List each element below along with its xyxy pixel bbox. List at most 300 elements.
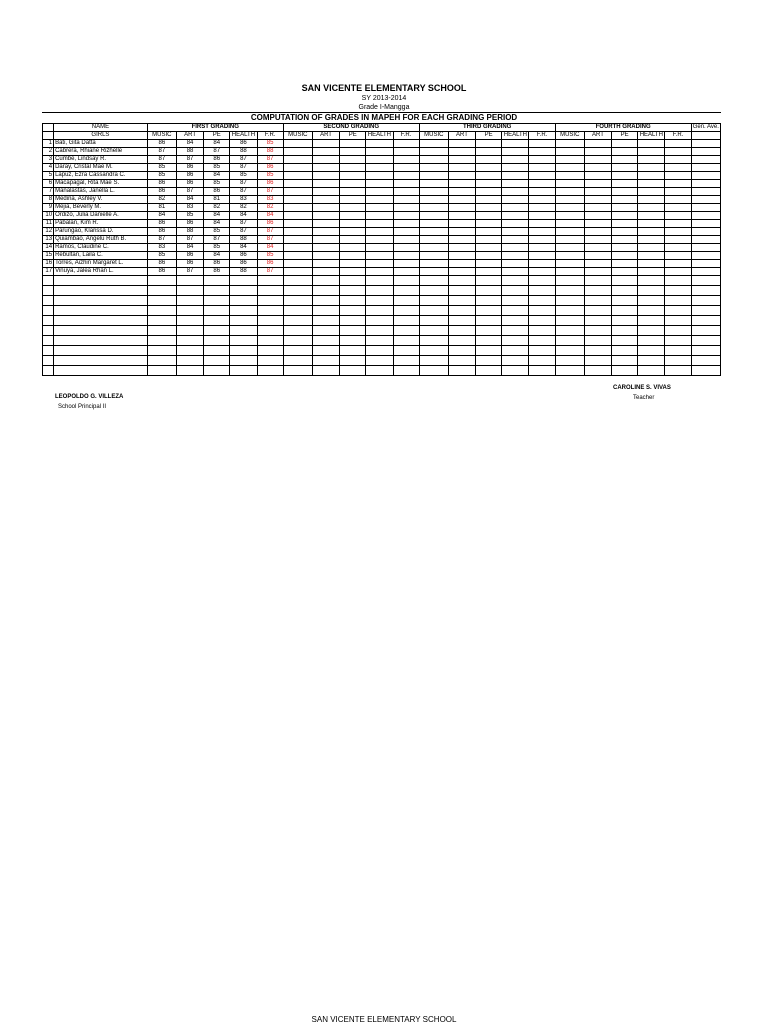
empty-grade-cell <box>612 172 638 180</box>
empty-grade-cell <box>340 196 366 204</box>
blank-row <box>43 276 721 286</box>
grade-cell: 82 <box>204 204 230 212</box>
student-name: Daray, Cristal Mae M. <box>54 164 148 172</box>
empty-grade-cell <box>419 188 448 196</box>
empty-grade-cell <box>366 188 393 196</box>
teacher-name: CAROLINE S. VIVAS <box>613 385 671 391</box>
student-name: Manalastas, Janella L. <box>54 188 148 196</box>
empty-grade-cell <box>555 196 584 204</box>
empty-grade-cell <box>312 244 339 252</box>
grade-cell: 84 <box>204 220 230 228</box>
empty-grade-cell <box>366 236 393 244</box>
subject-header: HEALTH <box>639 132 663 138</box>
empty-grade-cell <box>476 188 502 196</box>
empty-grade-cell <box>612 260 638 268</box>
empty-grade-cell <box>476 148 502 156</box>
empty-grade-cell <box>312 220 339 228</box>
principal-name: LEOPOLDO G. VILLEZA <box>55 394 124 400</box>
empty-cell <box>283 286 312 296</box>
empty-grade-cell <box>502 156 529 164</box>
gen-ave-cell <box>691 212 720 220</box>
empty-grade-cell <box>393 188 419 196</box>
empty-cell <box>340 276 366 286</box>
grade-cell: 85 <box>204 244 230 252</box>
empty-cell <box>665 276 691 286</box>
grade-cell: 88 <box>230 148 257 156</box>
period-header-4: FOURTH GRADING <box>555 124 691 132</box>
empty-grade-cell <box>312 204 339 212</box>
empty-cell <box>257 276 283 286</box>
empty-grade-cell <box>366 196 393 204</box>
final-rating-cell: 88 <box>257 148 283 156</box>
empty-grade-cell <box>612 268 638 276</box>
table-row <box>43 156 721 164</box>
final-rating-cell: 86 <box>257 260 283 268</box>
empty-grade-cell <box>312 188 339 196</box>
school-year: SY 2013-2014 <box>361 95 407 102</box>
empty-grade-cell <box>448 140 475 148</box>
empty-cell <box>312 326 339 336</box>
empty-cell <box>176 366 203 376</box>
empty-grade-cell <box>665 204 691 212</box>
empty-cell <box>612 306 638 316</box>
blank-row <box>43 316 721 326</box>
grade-cell: 85 <box>204 164 230 172</box>
empty-cell <box>340 346 366 356</box>
empty-grade-cell <box>555 188 584 196</box>
empty-grade-cell <box>366 260 393 268</box>
empty-grade-cell <box>340 228 366 236</box>
empty-grade-cell <box>555 140 584 148</box>
table-row <box>43 228 721 236</box>
empty-grade-cell <box>312 252 339 260</box>
empty-cell <box>312 316 339 326</box>
empty-cell <box>476 356 502 366</box>
empty-cell <box>393 326 419 336</box>
empty-grade-cell <box>502 204 529 212</box>
empty-grade-cell <box>312 164 339 172</box>
principal-role: School Principal II <box>58 404 107 410</box>
empty-cell <box>448 356 475 366</box>
empty-grade-cell <box>340 180 366 188</box>
empty-cell <box>340 356 366 366</box>
computation-title: COMPUTATION OF GRADES IN MAPEH FOR EACH GRADING PERIOD <box>250 113 518 122</box>
period-header-1: FIRST GRADING <box>147 124 283 132</box>
empty-grade-cell <box>555 252 584 260</box>
empty-cell <box>43 306 54 316</box>
empty-grade-cell <box>312 268 339 276</box>
empty-cell <box>665 346 691 356</box>
empty-cell <box>257 316 283 326</box>
empty-grade-cell <box>312 260 339 268</box>
empty-grade-cell <box>638 172 665 180</box>
empty-cell <box>147 316 176 326</box>
grade-cell: 86 <box>147 140 176 148</box>
empty-cell <box>448 336 475 346</box>
grade-cell: 86 <box>204 156 230 164</box>
empty-grade-cell <box>419 260 448 268</box>
empty-cell <box>448 346 475 356</box>
empty-cell <box>147 356 176 366</box>
empty-cell <box>502 276 529 286</box>
empty-cell <box>366 356 393 366</box>
gen-ave-cell <box>691 220 720 228</box>
empty-cell <box>529 306 555 316</box>
empty-cell <box>204 276 230 286</box>
empty-grade-cell <box>665 220 691 228</box>
empty-cell <box>257 366 283 376</box>
grade-cell: 87 <box>176 268 203 276</box>
empty-cell <box>612 346 638 356</box>
student-name: Torres, Aizhin Margaret L. <box>54 260 148 268</box>
empty-cell <box>366 276 393 286</box>
empty-cell <box>448 316 475 326</box>
gen-ave-cell <box>691 188 720 196</box>
final-rating-cell: 85 <box>257 172 283 180</box>
empty-grade-cell <box>502 236 529 244</box>
gen-ave-cell <box>691 260 720 268</box>
subject-header: HEALTH <box>367 132 392 138</box>
empty-cell <box>612 296 638 306</box>
empty-grade-cell <box>555 268 584 276</box>
empty-grade-cell <box>584 204 611 212</box>
empty-grade-cell <box>366 204 393 212</box>
empty-grade-cell <box>555 236 584 244</box>
empty-cell <box>638 366 665 376</box>
empty-grade-cell <box>502 180 529 188</box>
empty-grade-cell <box>393 244 419 252</box>
empty-grade-cell <box>419 228 448 236</box>
empty-grade-cell <box>529 252 555 260</box>
empty-cell <box>366 326 393 336</box>
empty-grade-cell <box>555 148 584 156</box>
empty-grade-cell <box>393 196 419 204</box>
empty-grade-cell <box>584 228 611 236</box>
row-number: 4 <box>43 164 54 172</box>
grade-cell: 86 <box>230 140 257 148</box>
row-number: 1 <box>43 140 54 148</box>
table-row <box>43 204 721 212</box>
empty-grade-cell <box>283 220 312 228</box>
empty-cell <box>555 296 584 306</box>
empty-cell <box>393 286 419 296</box>
gen-ave-cell <box>691 172 720 180</box>
empty-grade-cell <box>448 172 475 180</box>
empty-cell <box>476 366 502 376</box>
empty-grade-cell <box>419 252 448 260</box>
table-row <box>43 180 721 188</box>
no-header <box>43 124 54 132</box>
empty-cell <box>555 276 584 286</box>
empty-grade-cell <box>366 180 393 188</box>
empty-cell <box>204 326 230 336</box>
empty-grade-cell <box>366 172 393 180</box>
blank-row <box>43 286 721 296</box>
empty-grade-cell <box>393 228 419 236</box>
empty-cell <box>665 356 691 366</box>
blank-row <box>43 306 721 316</box>
empty-cell <box>283 306 312 316</box>
empty-grade-cell <box>476 204 502 212</box>
empty-grade-cell <box>419 180 448 188</box>
empty-grade-cell <box>283 156 312 164</box>
empty-grade-cell <box>584 156 611 164</box>
empty-grade-cell <box>476 260 502 268</box>
empty-cell <box>476 276 502 286</box>
empty-cell <box>393 276 419 286</box>
empty-cell <box>612 366 638 376</box>
empty-grade-cell <box>393 260 419 268</box>
empty-grade-cell <box>612 180 638 188</box>
empty-cell <box>419 306 448 316</box>
grade-cell: 86 <box>176 164 203 172</box>
empty-cell <box>176 356 203 366</box>
empty-cell <box>529 296 555 306</box>
empty-cell <box>393 346 419 356</box>
empty-grade-cell <box>340 268 366 276</box>
empty-grade-cell <box>612 204 638 212</box>
empty-cell <box>584 306 611 316</box>
subject-header: ART <box>584 132 611 140</box>
grade-cell: 81 <box>147 204 176 212</box>
empty-cell <box>584 356 611 366</box>
empty-cell <box>612 276 638 286</box>
empty-cell <box>555 326 584 336</box>
girls-header: GIRLS <box>54 132 148 140</box>
empty-cell <box>691 306 720 316</box>
row-number: 5 <box>43 172 54 180</box>
empty-cell <box>638 316 665 326</box>
empty-grade-cell <box>283 204 312 212</box>
subject-header: MUSIC <box>419 132 448 140</box>
gen-ave-cell <box>691 164 720 172</box>
subject-header: MUSIC <box>555 132 584 140</box>
empty-grade-cell <box>393 156 419 164</box>
empty-grade-cell <box>393 172 419 180</box>
empty-cell <box>555 306 584 316</box>
empty-cell <box>529 366 555 376</box>
student-name: Quiambao, Angelu Ruth B. <box>54 236 148 244</box>
empty-cell <box>366 366 393 376</box>
empty-grade-cell <box>366 156 393 164</box>
empty-grade-cell <box>529 140 555 148</box>
empty-grade-cell <box>612 148 638 156</box>
empty-grade-cell <box>502 212 529 220</box>
empty-cell <box>584 286 611 296</box>
empty-grade-cell <box>340 156 366 164</box>
empty-grade-cell <box>393 148 419 156</box>
empty-grade-cell <box>502 260 529 268</box>
empty-cell <box>230 316 257 326</box>
row-number: 12 <box>43 228 54 236</box>
gen-ave-cell <box>691 228 720 236</box>
empty-cell <box>393 356 419 366</box>
empty-cell <box>43 336 54 346</box>
empty-cell <box>312 336 339 346</box>
grade-cell: 87 <box>147 156 176 164</box>
empty-grade-cell <box>584 140 611 148</box>
empty-grade-cell <box>476 236 502 244</box>
empty-cell <box>204 356 230 366</box>
row-number: 15 <box>43 252 54 260</box>
final-rating-cell: 85 <box>257 140 283 148</box>
blank-row <box>43 326 721 336</box>
empty-cell <box>529 346 555 356</box>
empty-grade-cell <box>584 164 611 172</box>
grade-cell: 85 <box>204 180 230 188</box>
blank-row <box>43 366 721 376</box>
subject-header: PE <box>476 132 502 140</box>
grade-cell: 87 <box>204 236 230 244</box>
student-name: Mejia, Beverly M. <box>54 204 148 212</box>
grade-cell: 84 <box>204 172 230 180</box>
empty-grade-cell <box>555 260 584 268</box>
empty-grade-cell <box>612 164 638 172</box>
empty-grade-cell <box>283 228 312 236</box>
empty-cell <box>476 286 502 296</box>
empty-grade-cell <box>638 204 665 212</box>
empty-cell <box>691 366 720 376</box>
empty-cell <box>43 276 54 286</box>
empty-grade-cell <box>476 212 502 220</box>
empty-grade-cell <box>283 236 312 244</box>
final-rating-cell: 84 <box>257 244 283 252</box>
row-number: 17 <box>43 268 54 276</box>
empty-grade-cell <box>476 140 502 148</box>
empty-grade-cell <box>366 148 393 156</box>
empty-cell <box>366 316 393 326</box>
empty-grade-cell <box>419 172 448 180</box>
empty-grade-cell <box>529 172 555 180</box>
empty-grade-cell <box>283 148 312 156</box>
empty-cell <box>555 286 584 296</box>
empty-grade-cell <box>612 188 638 196</box>
empty-grade-cell <box>612 212 638 220</box>
grade-cell: 88 <box>176 148 203 156</box>
empty-cell <box>283 356 312 366</box>
name-header: NAME <box>54 124 148 132</box>
empty-cell <box>584 276 611 286</box>
grade-cell: 83 <box>230 196 257 204</box>
empty-grade-cell <box>612 244 638 252</box>
empty-cell <box>476 316 502 326</box>
empty-cell <box>529 326 555 336</box>
empty-cell <box>204 316 230 326</box>
empty-cell <box>529 316 555 326</box>
empty-grade-cell <box>502 220 529 228</box>
empty-grade-cell <box>529 180 555 188</box>
grade-cell: 86 <box>147 220 176 228</box>
empty-grade-cell <box>529 188 555 196</box>
empty-grade-cell <box>393 180 419 188</box>
grade-cell: 86 <box>147 228 176 236</box>
empty-grade-cell <box>529 244 555 252</box>
empty-cell <box>283 326 312 336</box>
empty-cell <box>638 286 665 296</box>
empty-grade-cell <box>502 140 529 148</box>
table-row <box>43 164 721 172</box>
grade-cell: 87 <box>147 236 176 244</box>
empty-cell <box>448 286 475 296</box>
empty-cell <box>665 326 691 336</box>
empty-grade-cell <box>584 236 611 244</box>
empty-cell <box>366 306 393 316</box>
empty-cell <box>691 296 720 306</box>
grade-cell: 82 <box>230 204 257 212</box>
empty-cell <box>665 286 691 296</box>
gen-ave-cell <box>691 140 720 148</box>
footer-school: SAN VICENTE ELEMENTARY SCHOOL <box>311 1015 457 1024</box>
empty-cell <box>204 286 230 296</box>
empty-grade-cell <box>665 156 691 164</box>
empty-cell <box>230 276 257 286</box>
grade-cell: 86 <box>230 252 257 260</box>
empty-cell <box>529 276 555 286</box>
empty-cell <box>448 326 475 336</box>
empty-cell <box>665 306 691 316</box>
empty-cell <box>502 336 529 346</box>
subject-header: F.R. <box>257 132 283 140</box>
empty-cell <box>638 336 665 346</box>
student-name: Cumbe, Lindsay R. <box>54 156 148 164</box>
empty-cell <box>393 366 419 376</box>
table-row <box>43 148 721 156</box>
grade-cell: 86 <box>147 188 176 196</box>
empty-cell <box>340 336 366 346</box>
empty-cell <box>529 336 555 346</box>
empty-cell <box>638 276 665 286</box>
final-rating-cell: 87 <box>257 156 283 164</box>
grade-cell: 84 <box>230 212 257 220</box>
empty-grade-cell <box>555 180 584 188</box>
table-row <box>43 260 721 268</box>
empty-grade-cell <box>419 268 448 276</box>
empty-grade-cell <box>665 172 691 180</box>
grade-cell: 86 <box>176 172 203 180</box>
empty-grade-cell <box>665 244 691 252</box>
final-rating-cell: 87 <box>257 228 283 236</box>
row-number: 13 <box>43 236 54 244</box>
row-number: 8 <box>43 196 54 204</box>
empty-grade-cell <box>366 220 393 228</box>
empty-cell <box>312 296 339 306</box>
grade-cell: 88 <box>176 228 203 236</box>
empty-cell <box>691 356 720 366</box>
empty-grade-cell <box>555 156 584 164</box>
empty-grade-cell <box>340 236 366 244</box>
table-row <box>43 212 721 220</box>
table-row <box>43 188 721 196</box>
empty-cell <box>54 296 148 306</box>
empty-grade-cell <box>638 156 665 164</box>
school-title: SAN VICENTE ELEMENTARY SCHOOL <box>301 83 467 93</box>
empty-grade-cell <box>366 268 393 276</box>
empty-cell <box>147 286 176 296</box>
gen-ave-header: Gen. Ave. <box>692 124 719 130</box>
empty-grade-cell <box>584 172 611 180</box>
empty-grade-cell <box>419 204 448 212</box>
empty-grade-cell <box>555 212 584 220</box>
grade-cell: 86 <box>230 260 257 268</box>
empty-grade-cell <box>665 260 691 268</box>
subject-header: PE <box>612 132 638 140</box>
empty-cell <box>393 306 419 316</box>
subject-header: MUSIC <box>147 132 176 140</box>
empty-grade-cell <box>529 196 555 204</box>
empty-grade-cell <box>476 228 502 236</box>
empty-cell <box>43 316 54 326</box>
empty-cell <box>419 296 448 306</box>
